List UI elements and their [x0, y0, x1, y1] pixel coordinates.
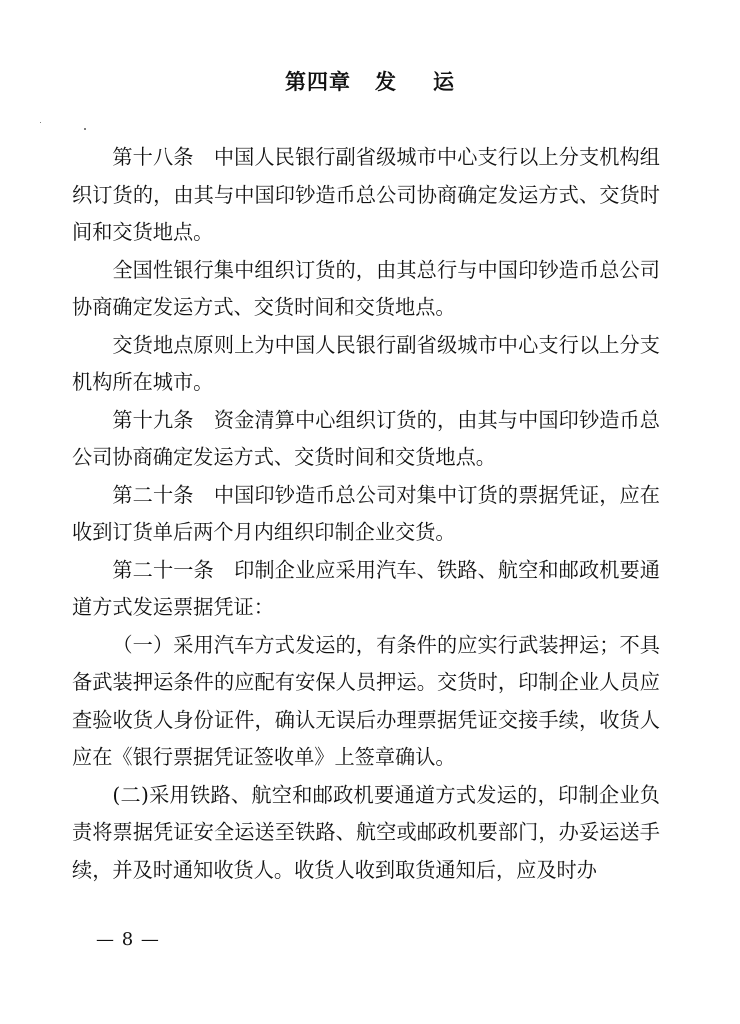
paragraph-item-2: (二)采用铁路、航空和邮政机要通道方式发运的，印制企业负责将票据凭证安全运送至铁路、航空或邮政机要部门，办妥运送手续，并及时通知收货人。收货人收到取货通知后，应及时办 [72, 782, 660, 882]
paragraph-item-1: （一）采用汽车方式发运的，有条件的应实行武装押运；不具备武装押运条件的应配有安保人员押运。交货时，印制企业人员应查验收货人身份证件，确认无误后办理票据凭证交接手续，收货人应在《银行票据凭证签收单》上签章确认。 [72, 632, 660, 769]
paragraph-article-21: 第二十一条 印制企业应采用汽车、铁路、航空和邮政机要通道方式发运票据凭证： [72, 557, 660, 619]
chapter-number: 第四章 [285, 69, 351, 94]
paragraph-article-19: 第十九条 资金清算中心组织订货的，由其与中国印钞造币总公司协商确定发运方式、交货时间和交货地点。 [72, 407, 660, 469]
body-text [72, 139, 660, 889]
paragraph-article-18: 第十八条 中国人民银行副省级城市中心支行以上分支机构组织订货的，由其与中国印钞造币总公司协商确定发运方式、交货时间和交货地点。 [72, 145, 660, 244]
scan-speck [40, 122, 41, 123]
paragraph-delivery-location: 交货地点原则上为中国人民银行副省级城市中心支行以上分支机构所在城市。 [72, 332, 660, 394]
page-number: — 8 — [96, 929, 160, 950]
scan-speck [84, 128, 86, 130]
paragraph-article-20: 第二十条 中国印钞造币总公司对集中订货的票据凭证，应在收到订货单后两个月内组织印制企业交货。 [72, 482, 660, 544]
paragraph-national-banks: 全国性银行集中组织订货的，由其总行与中国印钞造币总公司协商确定发运方式、交货时间和交货地点。 [72, 257, 660, 319]
chapter-title [0, 66, 740, 96]
chapter-title-part1: 发 [375, 69, 397, 94]
chapter-title-part2: 运 [433, 69, 455, 94]
